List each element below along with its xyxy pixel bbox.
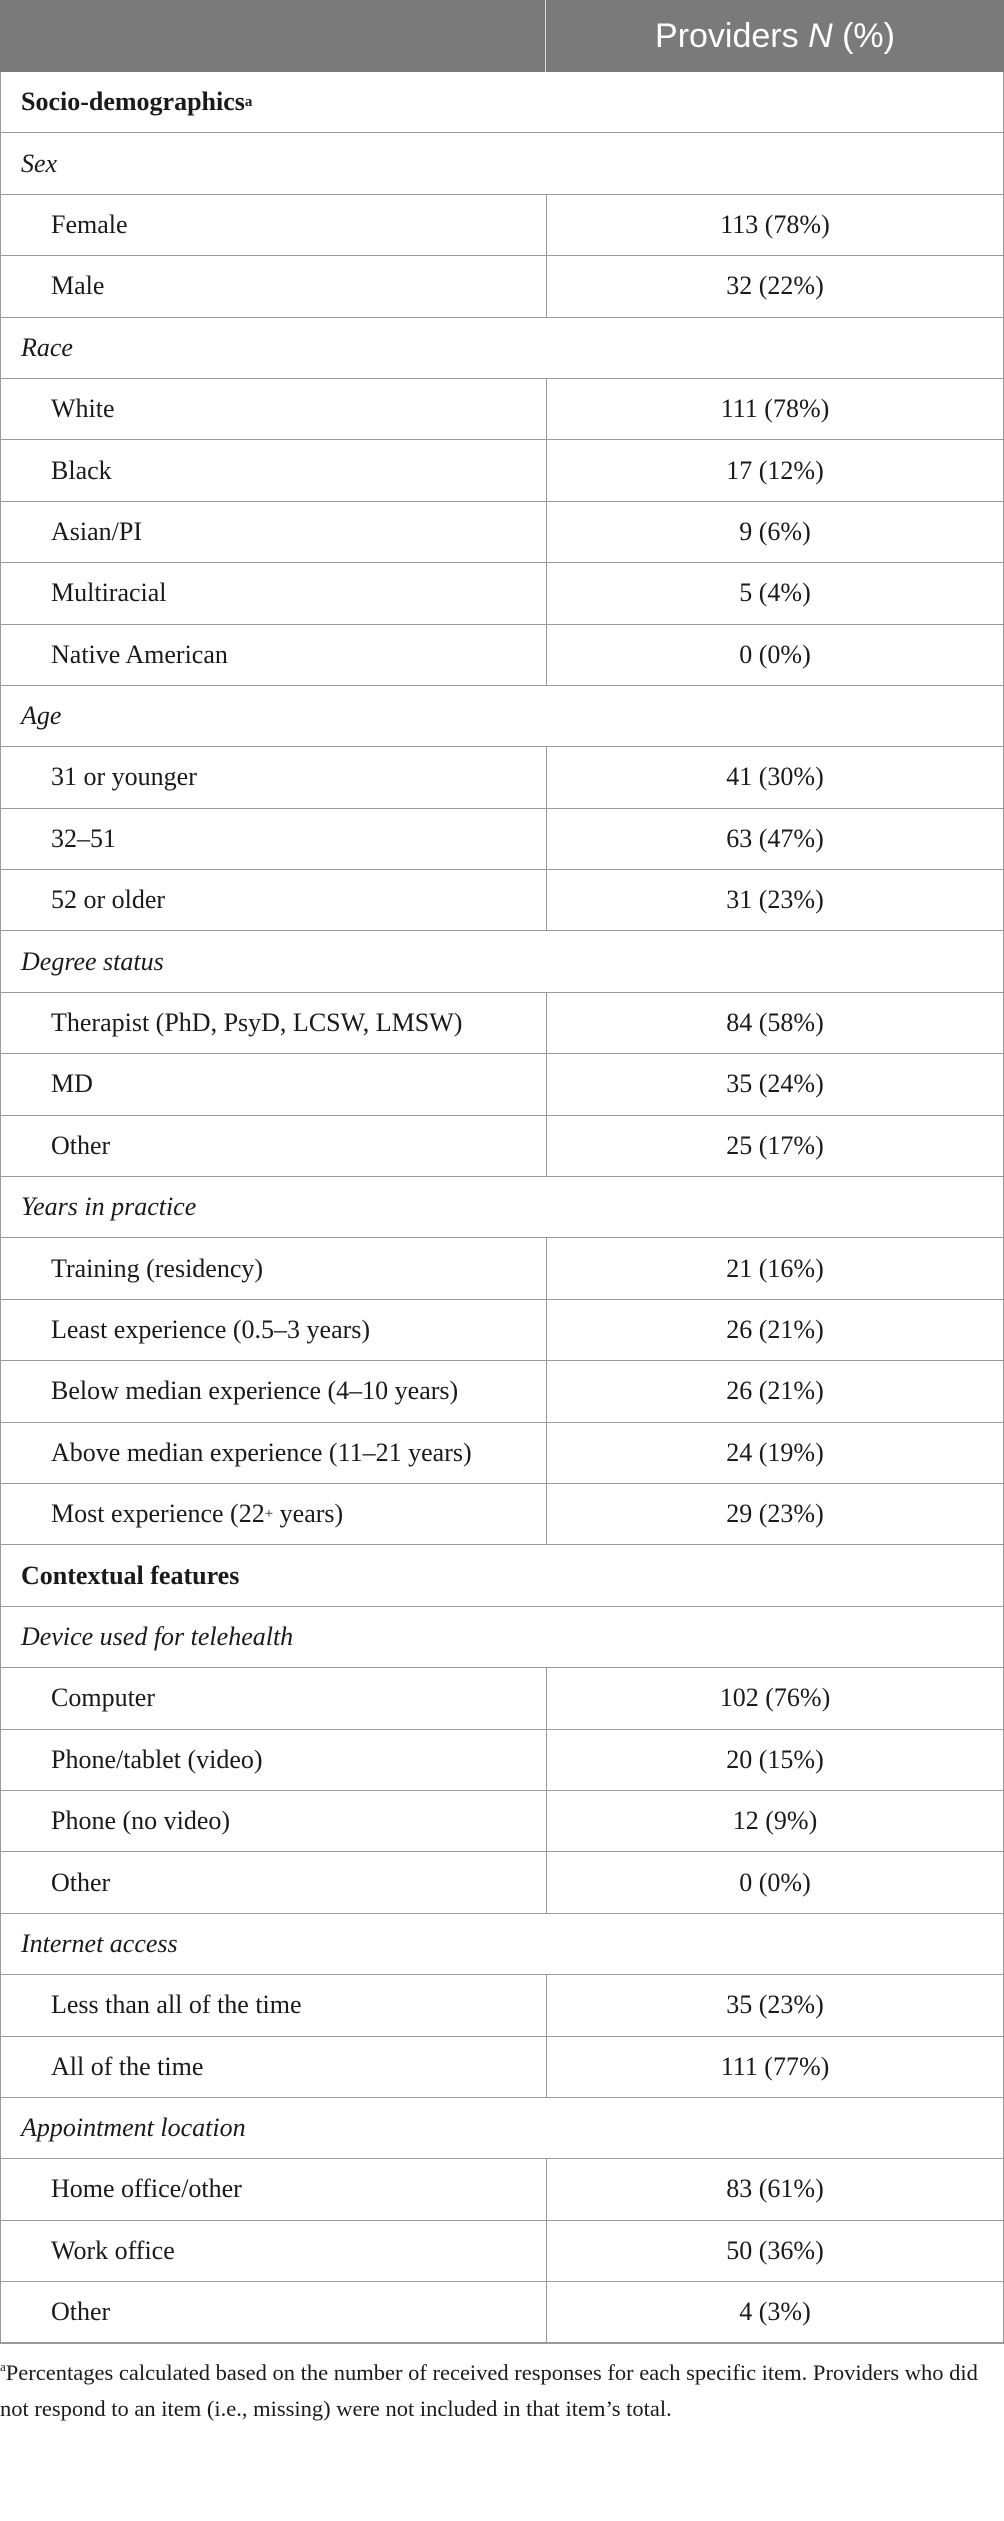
row-label: Work office — [51, 2235, 175, 2265]
row-label-cell — [1, 2098, 547, 2158]
row-label-cell — [1, 2159, 547, 2219]
row-label: Black — [51, 455, 112, 485]
row-label-cell — [1, 2037, 547, 2097]
row-value-cell: 4 (3%) — [739, 2297, 811, 2327]
row-value-cell: 111 (77%) — [720, 2051, 830, 2081]
row-label-cell — [1, 440, 547, 500]
row-value-cell: 63 (47%) — [726, 823, 824, 853]
row-value-cell — [547, 72, 1003, 132]
row-label: Computer — [51, 1683, 155, 1713]
row-label-cell — [1, 1300, 547, 1360]
table-row — [1, 747, 1003, 808]
row-value-cell: 12 (9%) — [732, 1806, 818, 1836]
row-value-cell: 20 (15%) — [726, 1744, 824, 1774]
row-value-cell — [547, 1914, 1003, 1974]
table-row — [1, 195, 1003, 256]
section-header-row — [1, 1545, 1003, 1606]
table-row — [1, 1668, 1003, 1729]
row-value-cell — [547, 931, 1003, 991]
row-label: 52 or older — [51, 885, 166, 915]
row-value-cell: 17 (12%) — [726, 455, 824, 485]
row-label-cell — [1, 931, 547, 991]
row-label-cell — [1, 1054, 547, 1114]
row-label: Age — [21, 701, 62, 731]
row-value-cell: 26 (21%) — [726, 1376, 824, 1406]
table-row — [1, 1791, 1003, 1852]
row-label-cell — [1, 1975, 547, 2035]
row-label-cell — [1, 1791, 547, 1851]
row-label: Phone (no video) — [51, 1806, 231, 1836]
row-value-cell — [547, 318, 1003, 378]
table-row — [1, 1484, 1003, 1545]
row-value-cell — [547, 133, 1003, 193]
header-prefix: Providers — [655, 16, 809, 55]
row-label-cell — [1, 1852, 547, 1912]
row-label-cell — [1, 1545, 547, 1605]
group-header-row — [1, 2098, 1003, 2159]
row-label-cell — [1, 809, 547, 869]
row-value-cell: 84 (58%) — [726, 1008, 824, 1038]
row-value-cell: 113 (78%) — [720, 209, 830, 239]
group-header-row — [1, 686, 1003, 747]
row-label: Below median experience (4–10 years) — [51, 1376, 459, 1406]
table-row — [1, 2282, 1003, 2343]
table-row — [1, 1730, 1003, 1791]
table-row — [1, 1300, 1003, 1361]
row-label-cell — [1, 747, 547, 807]
row-value-cell: 25 (17%) — [726, 1130, 824, 1160]
row-label: Contextual features — [21, 1560, 240, 1590]
group-header-row — [1, 1177, 1003, 1238]
row-label: Sex — [21, 148, 58, 178]
table-row — [1, 809, 1003, 870]
row-label-cell — [1, 2221, 547, 2281]
row-label: Other — [51, 2297, 111, 2327]
row-value-cell: 41 (30%) — [726, 762, 824, 792]
row-label: 32–51 — [51, 823, 116, 853]
row-label-cell — [1, 1730, 547, 1790]
row-label: Native American — [51, 639, 228, 669]
row-label-cell — [1, 1177, 547, 1237]
row-value-cell — [547, 1177, 1003, 1237]
row-value-cell: 50 (36%) — [726, 2235, 824, 2265]
group-header-row — [1, 1607, 1003, 1668]
header-suffix: (%) — [832, 16, 895, 55]
row-label-cell — [1, 133, 547, 193]
row-value-cell: 31 (23%) — [726, 885, 824, 915]
row-label: MD — [51, 1069, 93, 1099]
row-label: Female — [51, 209, 128, 239]
row-value-cell — [547, 2098, 1003, 2158]
row-value-cell: 0 (0%) — [739, 1867, 811, 1897]
row-label: Multiracial — [51, 578, 167, 608]
row-label-cell — [1, 686, 547, 746]
table-row — [1, 1423, 1003, 1484]
row-label-cell — [1, 1361, 547, 1421]
table-row — [1, 379, 1003, 440]
row-value-cell — [547, 1607, 1003, 1667]
row-label-cell — [1, 870, 547, 930]
row-label-cell — [1, 318, 547, 378]
row-label-cell — [1, 195, 547, 255]
table-row — [1, 2221, 1003, 2282]
table-footnote — [0, 2355, 1000, 2427]
row-label: 31 or younger — [51, 762, 197, 792]
row-value-cell: 5 (4%) — [739, 578, 811, 608]
table-row — [1, 1361, 1003, 1422]
row-label: Home office/other — [51, 2174, 242, 2204]
row-label: Race — [21, 332, 73, 362]
row-value-cell: 0 (0%) — [739, 639, 811, 669]
row-label-cell — [1, 1914, 547, 1974]
row-label: Training (residency) — [51, 1253, 264, 1283]
row-value-cell — [547, 686, 1003, 746]
section-header-row — [1, 72, 1003, 133]
table-body — [0, 72, 1004, 2344]
row-label: Least experience (0.5–3 years) — [51, 1315, 371, 1344]
row-label: Degree status — [21, 946, 164, 976]
row-label-cell: Socio-demographics a — [21, 87, 253, 117]
row-label-cell — [1, 256, 547, 316]
table-row — [1, 993, 1003, 1054]
row-label-cell — [1, 1607, 547, 1667]
row-label-cell — [1, 1423, 547, 1483]
table-row — [1, 625, 1003, 686]
table-row — [1, 1238, 1003, 1299]
footnote-marker: a — [0, 2359, 6, 2374]
row-label-cell — [1, 625, 547, 685]
row-label-cell: Most experience (22 + years) — [1, 1484, 547, 1544]
header-label-cell — [0, 0, 546, 72]
table-row — [1, 256, 1003, 317]
row-value-cell: 21 (16%) — [726, 1253, 824, 1283]
table-row — [1, 563, 1003, 624]
header-n: N — [808, 16, 833, 55]
row-label: Male — [51, 271, 105, 301]
header-providers-cell — [546, 0, 1004, 72]
row-value-cell: 32 (22%) — [726, 271, 824, 301]
table-row — [1, 502, 1003, 563]
row-label: Internet access — [21, 1928, 178, 1958]
row-value-cell: 35 (23%) — [726, 1990, 824, 2020]
row-label: Phone/tablet (video) — [51, 1744, 263, 1774]
table-row — [1, 1054, 1003, 1115]
row-value-cell: 26 (21%) — [726, 1315, 824, 1344]
table-header — [0, 0, 1004, 72]
row-value-cell: 111 (78%) — [720, 394, 830, 424]
row-label: Appointment location — [21, 2113, 246, 2143]
row-label: Device used for telehealth — [21, 1621, 294, 1651]
group-header-row — [1, 931, 1003, 992]
row-value-cell: 29 (23%) — [726, 1499, 824, 1529]
row-label-cell — [1, 502, 547, 562]
table-row — [1, 2159, 1003, 2220]
table-row — [1, 870, 1003, 931]
group-header-row — [1, 318, 1003, 379]
row-label-suffix: years) — [273, 1499, 344, 1529]
group-header-row — [1, 1914, 1003, 1975]
row-label-cell — [1, 1116, 547, 1176]
row-label-cell — [1, 1238, 547, 1298]
row-label: Most experience (22 — [51, 1499, 265, 1529]
row-value-cell: 35 (24%) — [726, 1069, 824, 1099]
table-row — [1, 440, 1003, 501]
row-value-cell: 102 (76%) — [719, 1683, 831, 1713]
row-value-cell — [547, 1545, 1003, 1605]
row-label-cell — [1, 1668, 547, 1728]
row-label: Therapist (PhD, PsyD, LCSW, LMSW) — [51, 1008, 463, 1038]
row-label-cell — [1, 379, 547, 439]
row-label: Less than all of the time — [51, 1990, 302, 2020]
row-label: Years in practice — [21, 1192, 197, 1222]
row-label: White — [51, 394, 115, 424]
row-label-cell — [1, 563, 547, 623]
row-label: All of the time — [51, 2051, 204, 2081]
footnote-text: Percentages calculated based on the number of received responses for each specific item. Providers who did not respond to an item (i.e., missing) were not included in that item’s total. — [0, 2360, 978, 2421]
table-row — [1, 1975, 1003, 2036]
table-row — [1, 2037, 1003, 2098]
table-row — [1, 1852, 1003, 1913]
row-label: Asian/PI — [51, 516, 142, 546]
row-label: Above median experience (11–21 years) — [51, 1437, 472, 1467]
group-header-row — [1, 133, 1003, 194]
row-label-cell — [1, 993, 547, 1053]
row-label-cell — [1, 2282, 547, 2342]
row-value-cell: 9 (6%) — [739, 516, 811, 546]
row-value-cell: 24 (19%) — [726, 1437, 824, 1467]
row-value-cell: 83 (61%) — [726, 2174, 824, 2204]
row-label: Socio-demographics — [21, 87, 245, 117]
table-row — [1, 1116, 1003, 1177]
row-label: Other — [51, 1130, 111, 1160]
row-label: Other — [51, 1867, 111, 1897]
